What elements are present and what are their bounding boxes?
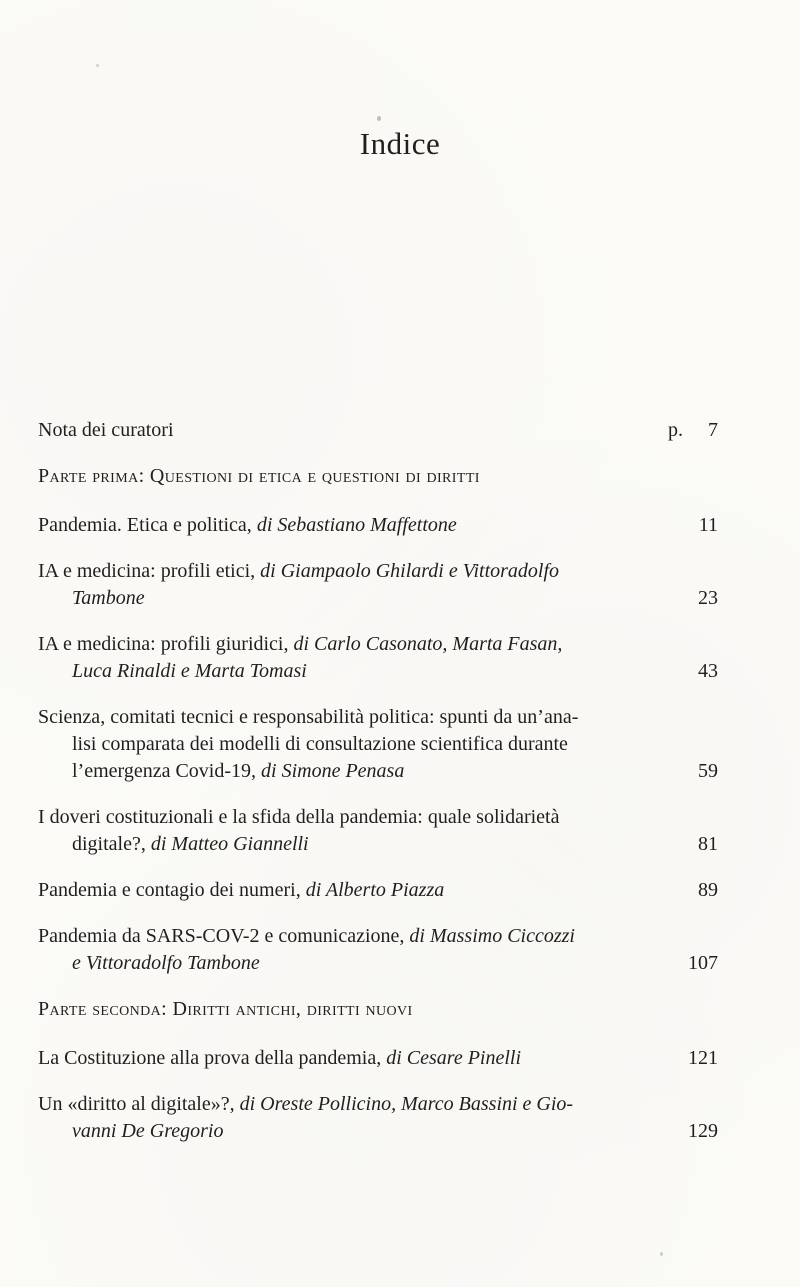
toc-row: [38, 996, 718, 1023]
entry-author: di Alberto Piazza: [305, 879, 445, 901]
page-column: [668, 658, 718, 685]
toc-row: [38, 1091, 718, 1145]
entry-title: digitale?,: [72, 833, 151, 855]
entry-author: vanni De Gregorio: [72, 1120, 224, 1142]
entry-title: l’emergenza Covid-19,: [72, 760, 262, 782]
entry-text: [38, 996, 668, 1023]
page-column: [668, 585, 718, 612]
toc-row: [38, 877, 718, 904]
entry-author: Luca Rinaldi e Marta Tomasi: [72, 660, 307, 682]
entry-title: Un «diritto al digitale»?,: [38, 1093, 240, 1115]
entry-author: di Simone Penasa: [261, 760, 405, 782]
page-column: [668, 417, 718, 444]
entry-text: [38, 804, 668, 858]
entry-title: Nota dei curatori: [38, 419, 174, 441]
entry-text: [38, 558, 668, 612]
toc-list: [0, 417, 800, 1145]
entry-title: Pandemia. Etica e politica,: [38, 514, 257, 536]
page-column: [668, 1118, 718, 1145]
page-column: [668, 831, 718, 858]
toc-row: [38, 1045, 718, 1072]
toc-row: [38, 923, 718, 977]
page-number: 59: [698, 760, 718, 782]
toc-row: [38, 417, 718, 444]
page-column: [668, 877, 718, 904]
entry-title: I doveri costituzionali e la sfida della pandemia: quale solidarietà: [38, 806, 560, 828]
entry-text: [38, 1045, 668, 1072]
page-number: 121: [688, 1047, 718, 1069]
entry-text: [38, 1091, 668, 1145]
entry-author: di Carlo Casonato, Marta Fasan,: [293, 633, 563, 655]
scan-speck: [660, 1252, 663, 1256]
entry-author: di Oreste Pollicino, Marco Bassini e Gio-: [239, 1093, 574, 1115]
page-number: 11: [698, 514, 718, 536]
entry-title: IA e medicina: profili giuridici,: [38, 633, 294, 655]
entry-text: [38, 417, 668, 444]
entry-author: di Sebastiano Maffettone: [256, 514, 457, 536]
entry-title: La Costituzione alla prova della pandemia,: [38, 1047, 387, 1069]
toc-row: [38, 558, 718, 612]
entry-author: e Vittoradolfo Tambone: [72, 952, 260, 974]
page-number: 107: [688, 952, 718, 974]
scan-speck: [377, 116, 381, 121]
page-number: 23: [698, 587, 718, 609]
entry-author: di Matteo Giannelli: [150, 833, 309, 855]
scan-speck: [96, 64, 99, 67]
entry-text: [38, 877, 668, 904]
page-column: [668, 512, 718, 539]
entry-author: di Giampaolo Ghilardi e Vittoradolfo: [260, 560, 560, 582]
entry-title: Scienza, comitati tecnici e responsabilità politica: spunti da un’ana-: [38, 706, 579, 728]
page-column: [668, 1045, 718, 1072]
page-number: 7: [708, 419, 718, 441]
toc-row: [38, 804, 718, 858]
toc-row: [38, 704, 718, 785]
page-number: 89: [698, 879, 718, 901]
entry-author: Tambone: [72, 587, 145, 609]
toc-row: [38, 512, 718, 539]
entry-text: [38, 923, 668, 977]
page-column: [668, 758, 718, 785]
entry-text: [38, 704, 668, 785]
entry-title: Pandemia e contagio dei numeri,: [38, 879, 306, 901]
entry-text: [38, 512, 668, 539]
entry-text: [38, 463, 668, 490]
section-heading: Parte prima: Questioni di etica e questioni di diritti: [38, 465, 480, 487]
entry-title: IA e medicina: profili etici,: [38, 560, 261, 582]
entry-author: di Cesare Pinelli: [386, 1047, 522, 1069]
entry-title: Pandemia da SARS-COV-2 e comunicazione,: [38, 925, 410, 947]
entry-text: [38, 631, 668, 685]
page-number: 129: [688, 1120, 718, 1142]
page-abbrev: p.: [668, 419, 683, 441]
entry-title: lisi comparata dei modelli di consultazione scientifica durante: [72, 733, 568, 755]
page-number: 81: [698, 833, 718, 855]
page-title: Indice: [359, 126, 441, 161]
toc-row: [38, 463, 718, 490]
toc-row: [38, 631, 718, 685]
page-column: [668, 950, 718, 977]
page-number: 43: [698, 660, 718, 682]
entry-author: di Massimo Ciccozzi: [409, 925, 575, 947]
section-heading: Parte seconda: Diritti antichi, diritti nuovi: [38, 998, 413, 1020]
